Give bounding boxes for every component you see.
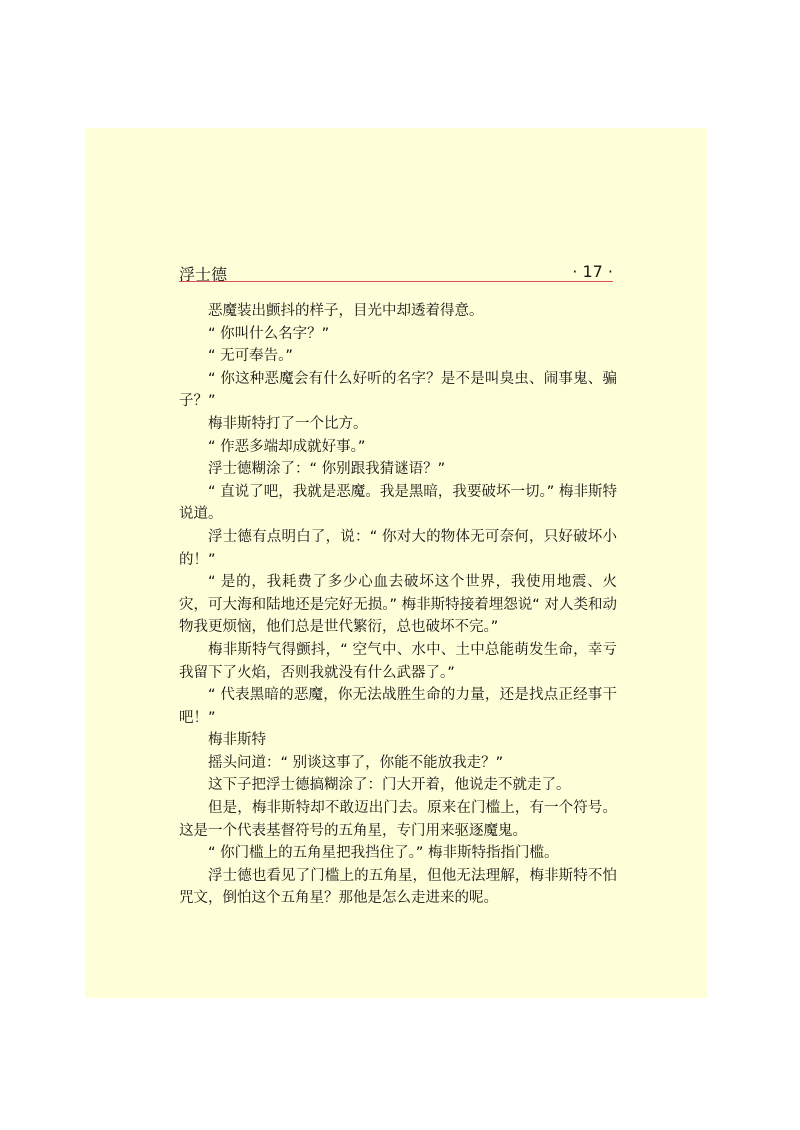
paragraph: “ 你叫什么名字？” bbox=[208, 325, 330, 342]
book-title: 浮士德 bbox=[179, 265, 228, 284]
paragraph: “ 作恶多端却成就好事。” bbox=[208, 438, 366, 455]
paragraph: 恶魔装出颤抖的样子，目光中却透着得意。 bbox=[208, 303, 484, 319]
running-header bbox=[179, 262, 613, 282]
paragraph: “ 是的，我耗费了多少心血去破坏这个世界，我使用地震、火灾，可大海和陆地还是完好无损。” 梅非斯特接着埋怨说“ 对人类和动物我更烦恼，他们总是世代繁衍，总也破坏不完。” bbox=[179, 574, 617, 636]
paragraph: “ 代表黑暗的恶魔，你无法战胜生命的力量，还是找点正经事干吧！” bbox=[179, 687, 617, 726]
paragraph: “ 你门槛上的五角星把我挡住了。” 梅非斯特指指门槛。 bbox=[208, 845, 559, 862]
paragraph: 浮士德也看见了门槛上的五角星，但他无法理解，梅非斯特不怕咒文，倒怕这个五角星？那他是怎么走进来的呢。 bbox=[179, 867, 617, 907]
header-rule bbox=[179, 281, 613, 282]
paragraph: 浮士德糊涂了：“ 你别跟我猜谜语？” bbox=[208, 461, 446, 478]
paragraph: “ 直说了吧，我就是恶魔。我是黑暗，我要破坏一切。” 梅非斯特说道。 bbox=[179, 483, 617, 523]
body-text bbox=[179, 300, 617, 910]
paragraph: “ 无可奉告。” bbox=[208, 348, 293, 365]
page-number: · 17 · bbox=[572, 262, 613, 281]
paragraph: 浮士德有点明白了，说：“ 你对大的物体无可奈何，只好破坏小的！” bbox=[179, 528, 617, 568]
paragraph: 梅非斯特打了一个比方。 bbox=[208, 415, 368, 432]
paragraph: 但是，梅非斯特却不敢迈出门去。原来在门槛上，有一个符号。这是一个代表基督符号的五角星，专门用来驱逐魔鬼。 bbox=[179, 800, 617, 839]
paragraph: 梅非斯特气得颤抖，“ 空气中、水中、土中总能萌发生命，幸亏我留下了火焰，否则我就没有什么武器了。” bbox=[179, 641, 617, 681]
paragraph: “ 你这种恶魔会有什么好听的名字？是不是叫臭虫、闹事鬼、骗子？” bbox=[179, 370, 617, 410]
paragraph: 这下子把浮士德搞糊涂了：门大开着，他说走不就走了。 bbox=[208, 777, 571, 794]
paragraph: 梅非斯特 bbox=[208, 732, 266, 749]
paragraph: 摇头问道：“ 别谈这事了，你能不能放我走？” bbox=[208, 754, 504, 771]
